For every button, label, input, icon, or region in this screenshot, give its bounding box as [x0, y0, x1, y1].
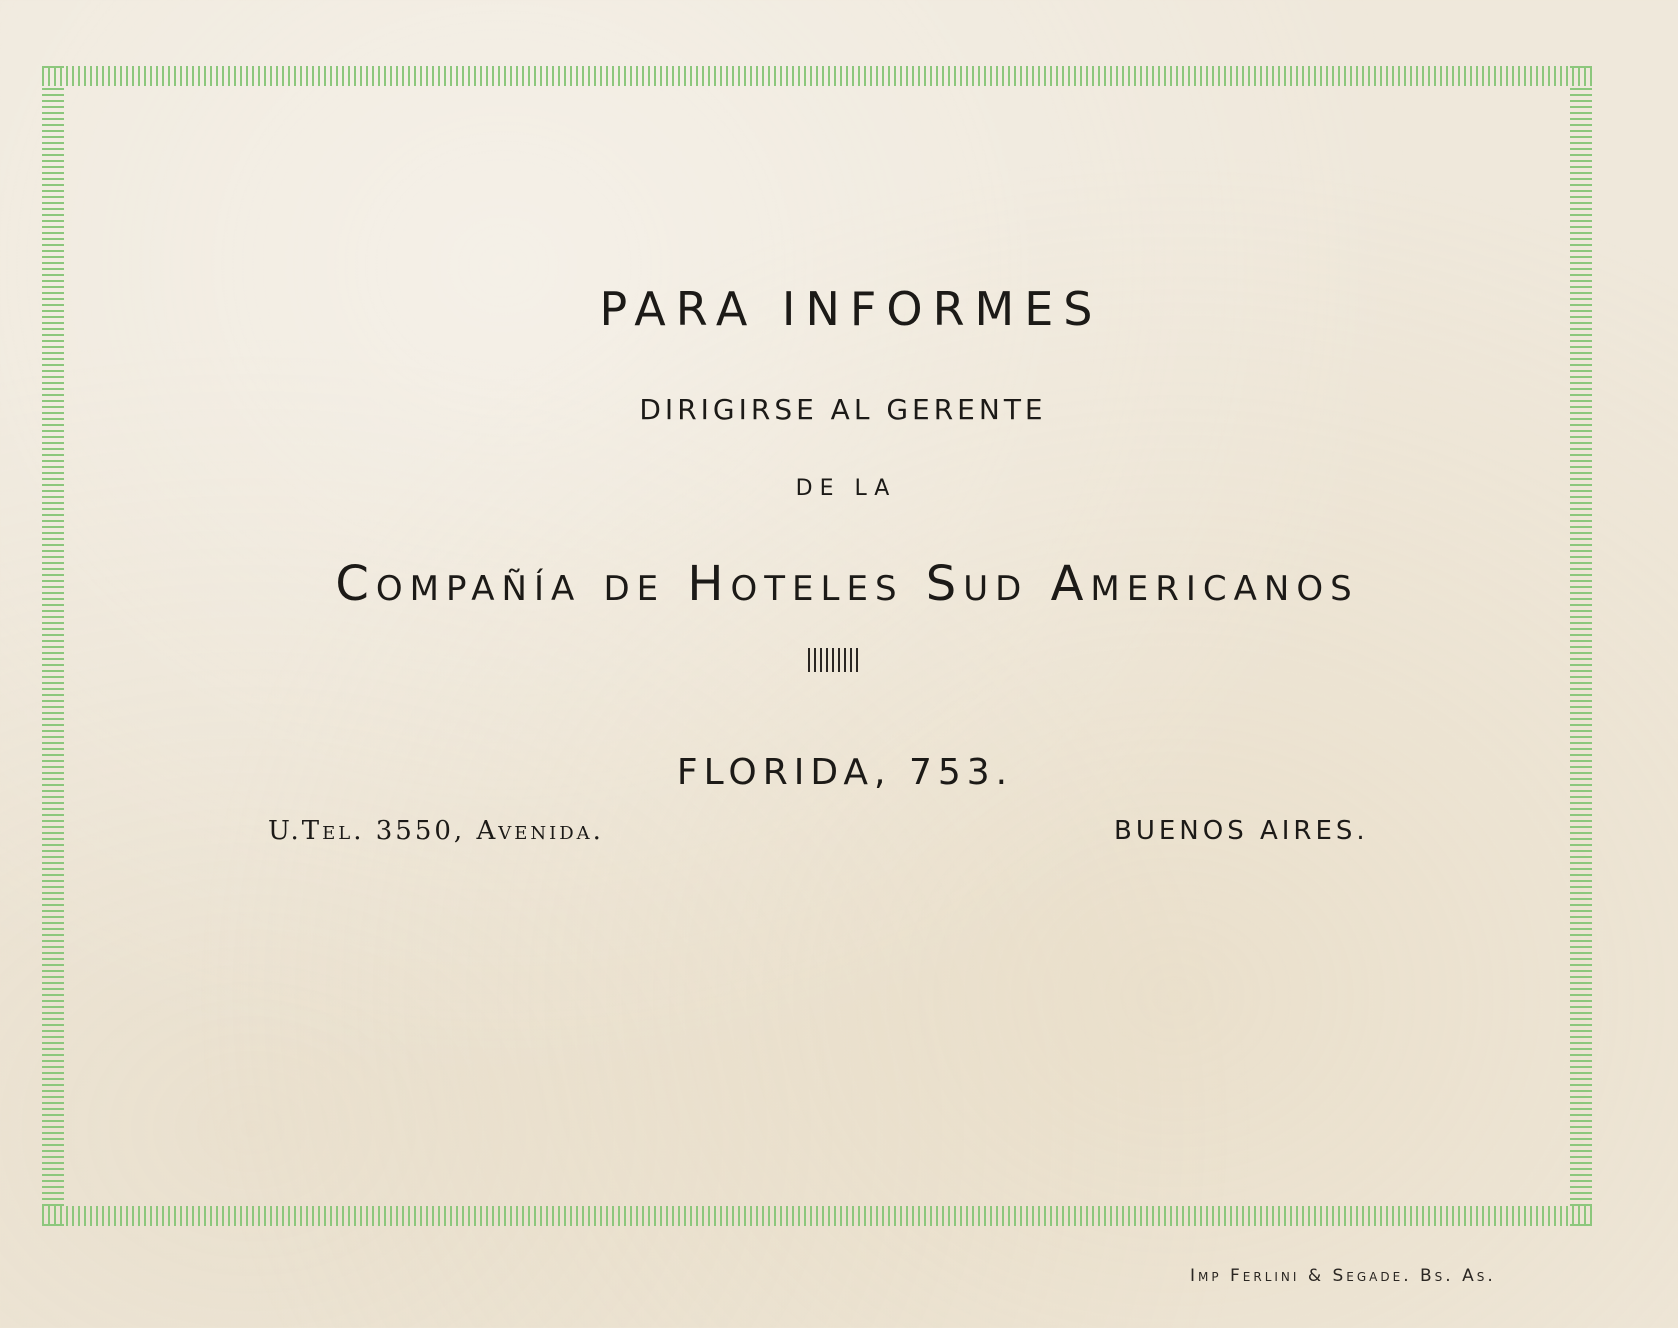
border-corner-top-right: [1570, 66, 1592, 86]
border-corner-bottom-right: [1570, 1206, 1592, 1226]
card-title: PARA INFORMES: [599, 282, 1103, 336]
street-address: FLORIDA, 753.: [676, 752, 1014, 793]
border-right: [1570, 86, 1592, 1206]
contact-instruction: DIRIGIRSE AL GERENTE: [639, 393, 1047, 426]
border-left: [42, 86, 64, 1206]
connector-text: DE LA: [795, 476, 897, 501]
border-bottom: [42, 1206, 1592, 1226]
city-name: BUENOS AIRES.: [1114, 816, 1369, 846]
ornament-divider: [808, 648, 860, 672]
company-name: Compañía de Hoteles Sud Americanos: [335, 556, 1359, 612]
telephone-info: U.Tel. 3550, Avenida.: [268, 816, 604, 846]
border-top: [42, 66, 1592, 86]
printer-credit: Imp Ferlini & Segade. Bs. As.: [1190, 1266, 1496, 1286]
decorative-border: [42, 66, 1592, 1226]
border-corner-bottom-left: [42, 1206, 64, 1226]
border-corner-top-left: [42, 66, 64, 86]
